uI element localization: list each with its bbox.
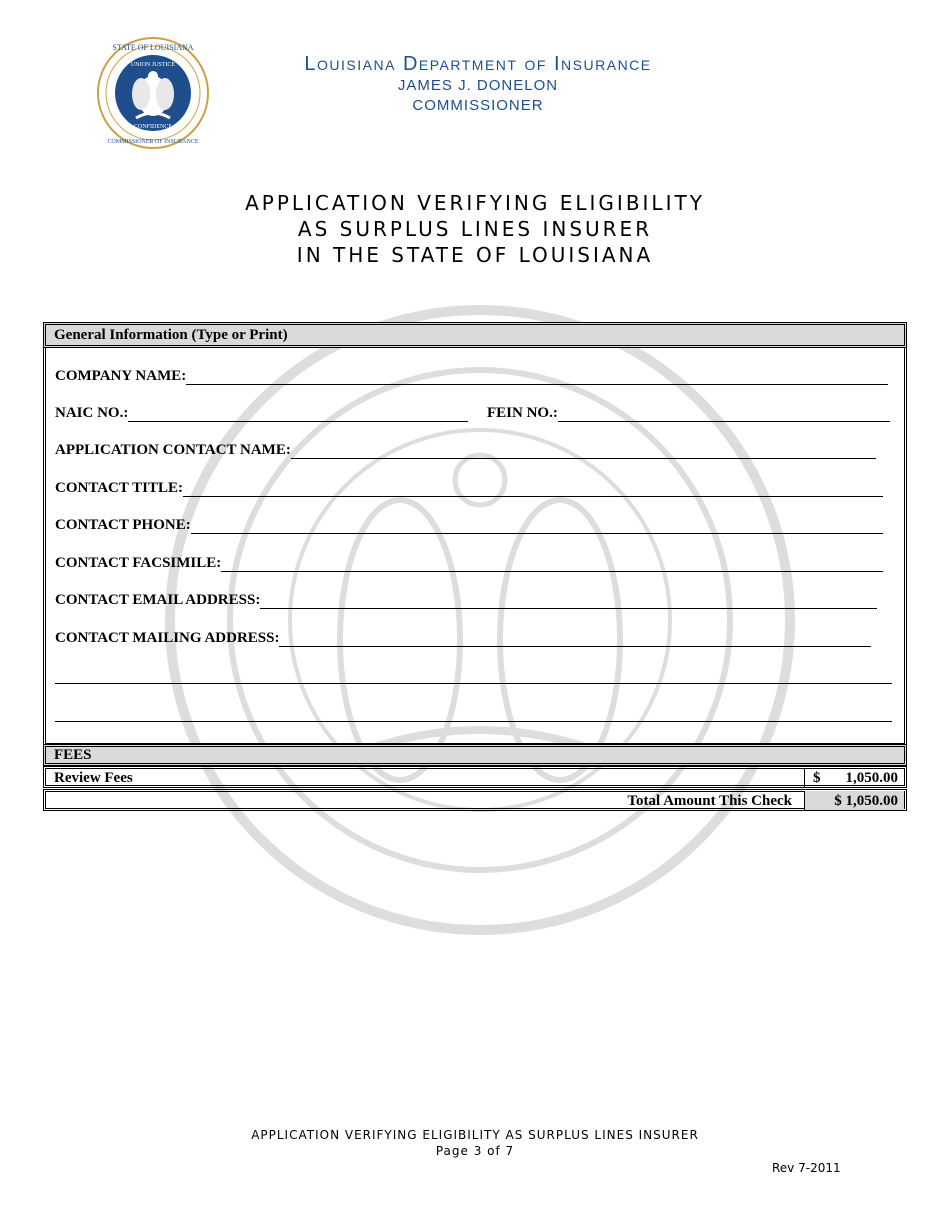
title-line-2: AS SURPLUS LINES INSURER (297, 217, 653, 241)
total-amount-value: $ 1,050.00 (834, 793, 898, 809)
page-footer (150, 1127, 800, 1159)
svg-text:CONFIDENCE: CONFIDENCE (133, 124, 173, 130)
total-amount-row (43, 789, 907, 811)
general-information-header: General Information (Type or Print) (43, 322, 907, 348)
louisiana-seal-logo (96, 36, 210, 150)
contact-title-input-line[interactable] (183, 480, 883, 497)
review-fees-amount-cell (804, 768, 904, 787)
company-name-field[interactable] (55, 368, 888, 385)
contact-email-input-line[interactable] (260, 592, 877, 609)
revision-label: Rev 7-2011 (772, 1161, 841, 1175)
contact-title-field[interactable] (55, 480, 883, 497)
review-fees-currency: $ (813, 770, 821, 786)
fein-no-input-line[interactable] (558, 405, 890, 422)
general-information-section (43, 322, 907, 746)
contact-email-field[interactable] (55, 592, 877, 609)
fees-header: FEES (43, 744, 907, 766)
department-name: Louisiana Department of Insurance (304, 53, 652, 75)
review-fees-row (43, 766, 907, 788)
fein-no-field[interactable] (487, 405, 890, 422)
contact-phone-input-line[interactable] (191, 517, 883, 534)
svg-text:COMMISSIONER OF INSURANCE: COMMISSIONER OF INSURANCE (107, 139, 199, 145)
footer-title: APPLICATION VERIFYING ELIGIBILITY AS SURPLUS LINES INSURER (251, 1128, 699, 1142)
naic-no-label: NAIC NO.: (55, 405, 129, 421)
commissioner-title: COMMISSIONER (412, 97, 544, 114)
contact-fax-input-line[interactable] (221, 555, 883, 572)
page-number: Page 3 of 7 (435, 1144, 515, 1158)
address-line-3[interactable] (55, 720, 892, 722)
title-line-3: IN THE STATE OF LOUISIANA (296, 243, 654, 267)
commissioner-name: JAMES J. DONELON (397, 77, 559, 94)
review-fees-label: Review Fees (54, 770, 133, 786)
contact-address-input-line[interactable] (279, 630, 871, 647)
form-title (150, 190, 800, 268)
contact-address-field[interactable] (55, 630, 871, 647)
naic-no-input-line[interactable] (128, 405, 468, 422)
contact-fax-label: CONTACT FACSIMILE: (55, 555, 222, 571)
svg-text:STATE OF LOUISIANA: STATE OF LOUISIANA (112, 43, 194, 52)
total-amount-cell (804, 791, 904, 810)
contact-phone-field[interactable] (55, 517, 883, 534)
contact-address-label: CONTACT MAILING ADDRESS: (55, 630, 280, 646)
department-header (268, 53, 688, 116)
contact-name-input-line[interactable] (291, 442, 876, 459)
contact-title-label: CONTACT TITLE: (55, 480, 183, 496)
review-fees-amount: 1,050.00 (845, 770, 898, 786)
company-name-label: COMPANY NAME: (55, 368, 187, 384)
fein-no-label: FEIN NO.: (487, 405, 558, 421)
contact-fax-field[interactable] (55, 555, 883, 572)
total-amount-label: Total Amount This Check (627, 793, 792, 809)
general-information-box (43, 348, 907, 746)
naic-no-field[interactable] (55, 405, 468, 422)
contact-email-label: CONTACT EMAIL ADDRESS: (55, 592, 261, 608)
company-name-input-line[interactable] (186, 368, 888, 385)
contact-phone-label: CONTACT PHONE: (55, 517, 191, 533)
svg-text:UNION JUSTICE: UNION JUSTICE (130, 62, 176, 68)
title-line-1: APPLICATION VERIFYING ELIGIBILITY (245, 191, 705, 215)
contact-name-field[interactable] (55, 442, 876, 459)
address-line-2[interactable] (55, 682, 892, 684)
contact-name-label: APPLICATION CONTACT NAME: (55, 442, 291, 458)
